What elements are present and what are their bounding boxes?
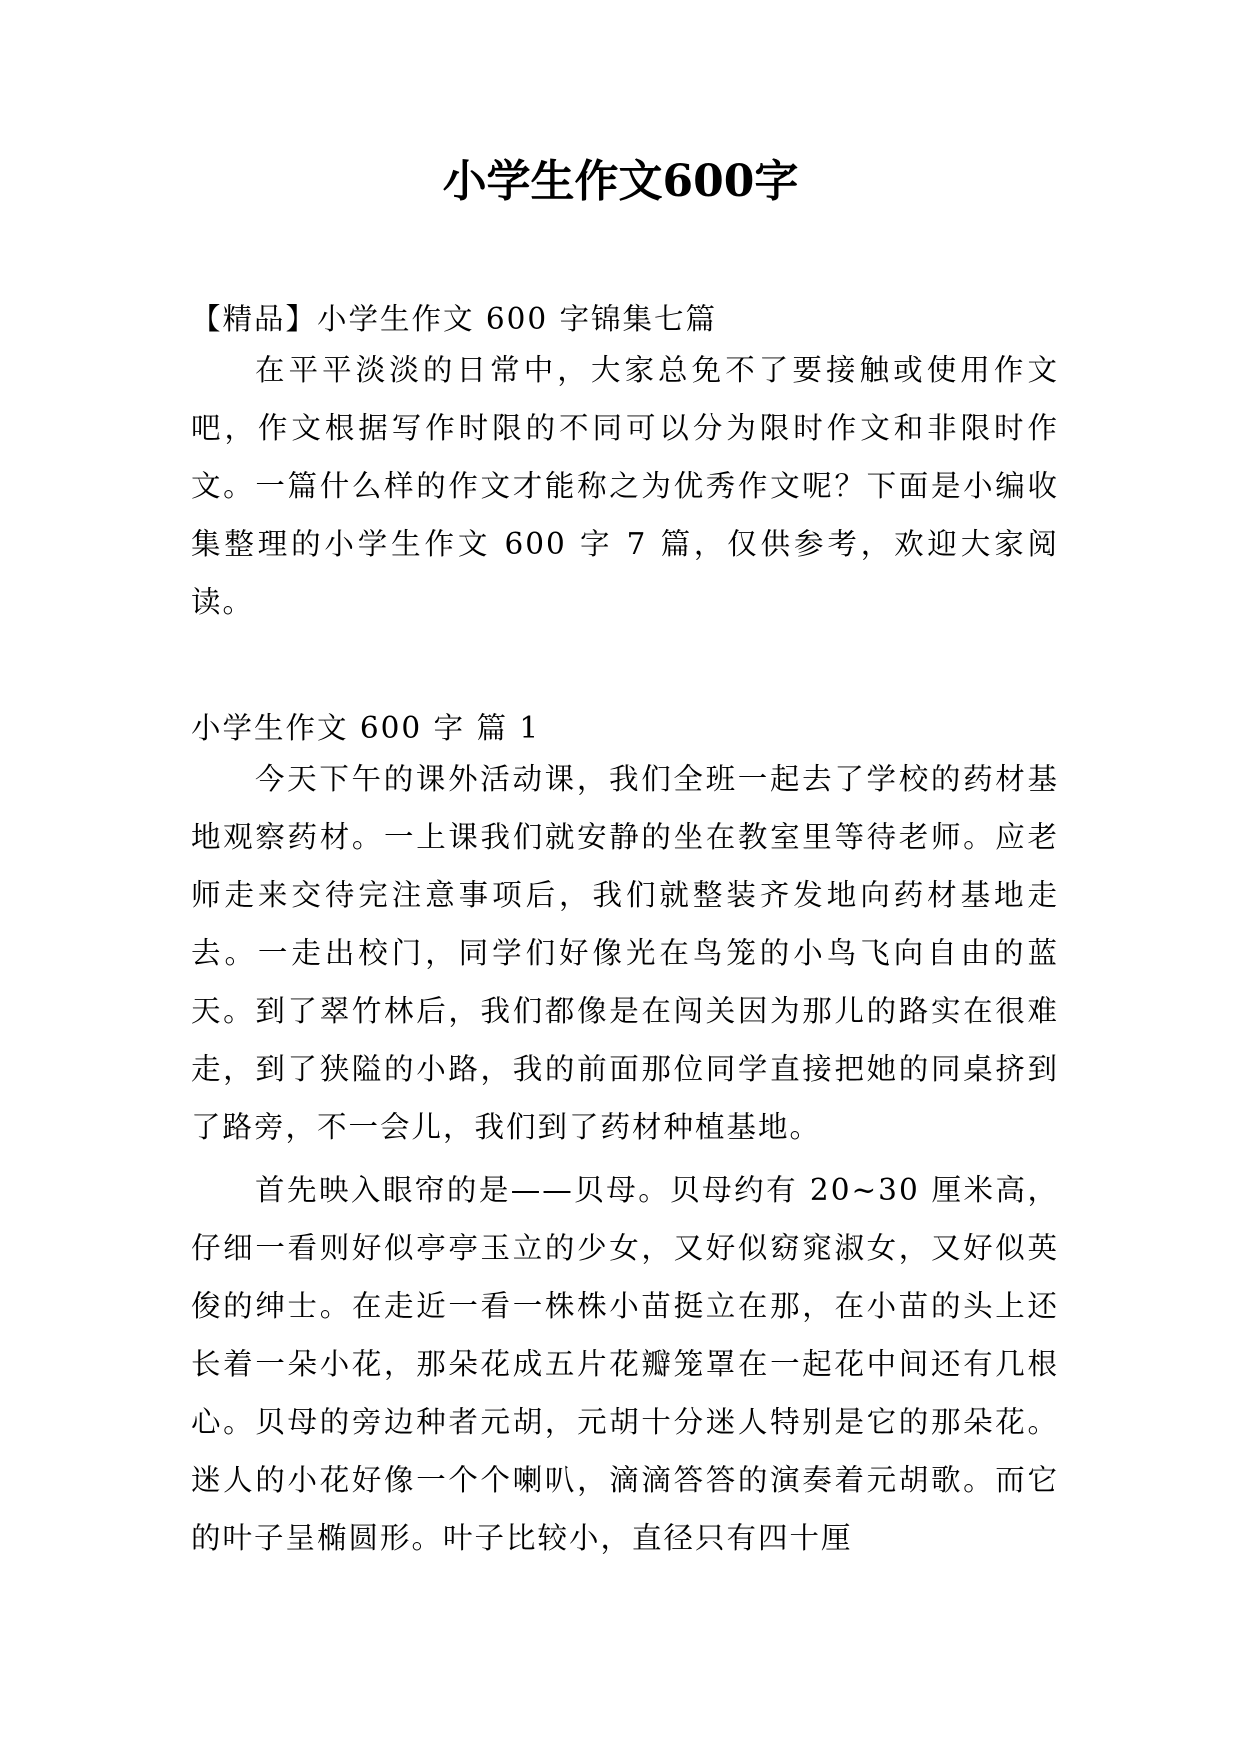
section-heading-block xyxy=(191,699,1059,757)
section-paragraph-block xyxy=(191,1161,1059,1567)
section-paragraph: 今天下午的课外活动课，我们全班一起去了学校的药材基地观察药材。一上课我们就安静的坐在教室里等待老师。应老师走来交待完注意事项后，我们就整装齐发地向药材基地走去。一走出校门，同学们好像光在鸟笼的小鸟飞向自由的蓝天。到了翠竹林后，我们都像是在闯关因为那儿的路实在很难走，到了狭隘的小路，我的前面那位同学直接把她的同桌挤到了路旁，不一会儿，我们到了药材种植基地。 xyxy=(191,762,1059,1144)
intro-paragraph: 在平平淡淡的日常中，大家总免不了要接触或使用作文吧，作文根据写作时限的不同可以分为限时作文和非限时作文。一篇什么样的作文才能称之为优秀作文呢？下面是小编收集整理的小学生作文 600 字 7 篇，仅供参考，欢迎大家阅读。 xyxy=(191,353,1059,619)
subtitle-text: 【精品】小学生作文 600 字锦集七篇 xyxy=(191,302,718,336)
section-paragraph-block xyxy=(191,750,1059,1156)
document-subtitle xyxy=(191,290,1059,348)
section-heading: 小学生作文 600 字 篇 1 xyxy=(191,711,541,745)
intro-paragraph-block xyxy=(191,341,1059,631)
section-paragraph: 首先映入眼帘的是——贝母。贝母约有 20~30 厘米高，仔细一看则好似亭亭玉立的少女，又好似窈窕淑女，又好似英俊的绅士。在走近一看一株株小苗挺立在那，在小苗的头上还长着一朵小花，那朵花成五片花瓣笼罩在一起花中间还有几根心。贝母的旁边种者元胡，元胡十分迷人特别是它的那朵花。迷人的小花好像一个个喇叭，滴滴答答的演奏着元胡歌。而它的叶子呈椭圆形。叶子比较小，直径只有四十厘 xyxy=(191,1173,1059,1555)
document-title: 小学生作文600字 xyxy=(442,156,799,207)
